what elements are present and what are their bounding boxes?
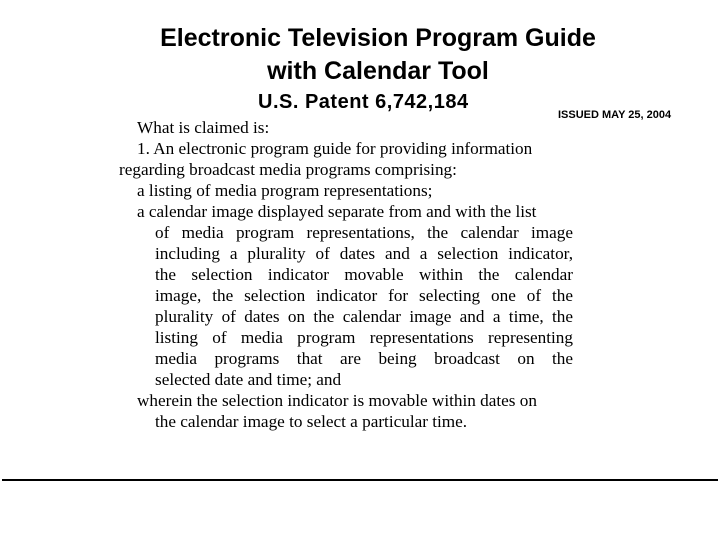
slide-title: [0, 22, 720, 88]
claim-line: a calendar image displayed separate from and with the list: [137, 202, 537, 221]
claim-line: 1. An electronic program guide for providing information: [137, 139, 533, 158]
claim-line: media programs that are being broadcast on the: [155, 349, 573, 368]
claim-line: a listing of media program representations;: [137, 181, 433, 200]
claim-line: the calendar image to select a particular time.: [155, 412, 468, 431]
issued-date: ISSUED MAY 25, 2004: [558, 109, 672, 121]
title-line-1: Electronic Television Program Guide: [160, 24, 596, 52]
claim-text: [117, 117, 573, 432]
claim-line: listing of media program representations representing: [155, 328, 573, 347]
claim-line: of media program representations, the calendar image: [155, 223, 573, 242]
claim-line: image, the selection indicator for selecting one of the: [155, 286, 573, 305]
title-line-2: with Calendar Tool: [267, 57, 489, 85]
claim-line: selected date and time; and: [155, 370, 342, 389]
bottom-divider: [2, 479, 718, 481]
claim-line: the selection indicator movable within the calendar: [155, 265, 573, 284]
patent-number: U.S. Patent 6,742,184: [258, 91, 469, 113]
claim-line: wherein the selection indicator is movable within dates on: [137, 391, 537, 410]
claim-line: plurality of dates on the calendar image and a time, the: [155, 307, 573, 326]
claim-line: including a plurality of dates and a selection indicator,: [155, 244, 573, 263]
claim-line: regarding broadcast media programs comprising:: [119, 160, 457, 179]
claim-line: What is claimed is:: [137, 118, 270, 137]
